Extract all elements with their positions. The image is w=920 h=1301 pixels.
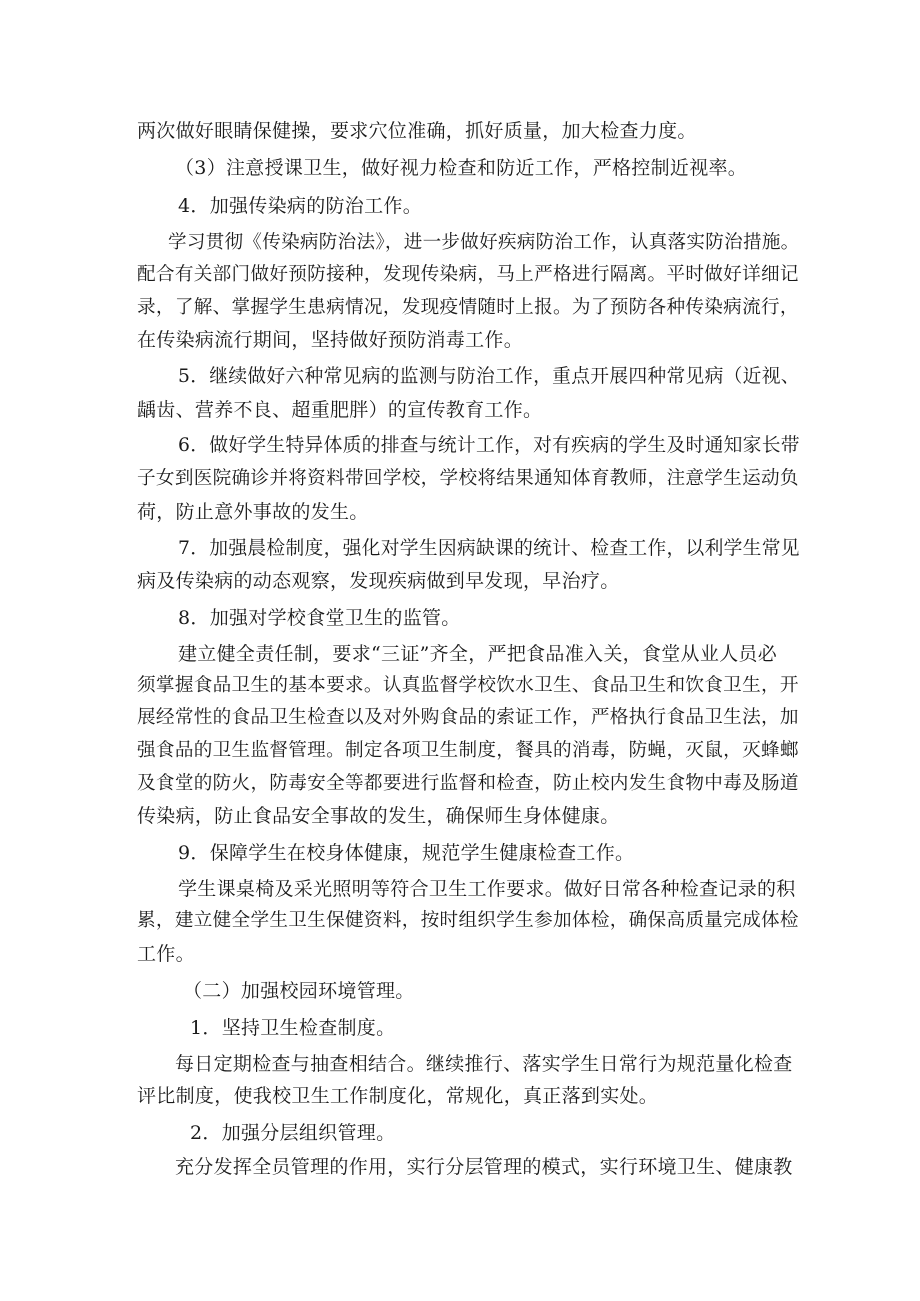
text-line: 充分发挥全员管理的作用，实行分层管理的模式，实行环境卫生、健康教	[175, 1156, 793, 1178]
text-line: 病及传染病的动态观察，发现疾病做到早发现，早治疗。	[137, 570, 620, 592]
text-line: 累，建立健全学生卫生保健资料，按时组织学生参加体检，确保高质量完成体检	[137, 910, 799, 931]
section-heading: 2．加强分层组织管理。	[190, 1122, 396, 1144]
text-line: 须掌握食品卫生的基本要求。认真监督学校饮水卫生、食品卫生和饮食卫生，开	[137, 675, 799, 696]
text-line: 强食品的卫生监督管理。制定各项卫生制度，餐具的消毒，防蝇，灭鼠，灭蜂螂	[137, 740, 799, 761]
text-line: 两次做好眼睛保健操，要求穴位准确，抓好质量，加大检查力度。	[137, 120, 697, 142]
text-line: 评比制度，使我校卫生工作制度化，常规化，真正落到实处。	[137, 1085, 659, 1107]
section-heading: 1．坚持卫生检查制度。	[190, 1017, 396, 1039]
section-heading: 9．保障学生在校身体健康，规范学生健康检查工作。	[178, 842, 635, 864]
text-line: 6．做好学生特异体质的排查与统计工作，对有疾病的学生及时通知家长带	[178, 435, 800, 456]
text-line: 7．加强晨检制度，强化对学生因病缺课的统计、检查工作，以利学生常见	[178, 538, 800, 559]
text-line: 荷，防止意外事故的发生。	[137, 501, 369, 523]
text-line: 学生课桌椅及采光照明等符合卫生工作要求。做好日常各种检查记录的积	[178, 878, 796, 900]
text-line: 录，了解、掌握学生患病情况，发现疫情随时上报。为了预防各种传染病流行，	[137, 297, 799, 318]
section-heading: 4．加强传染病的防治工作。	[178, 195, 422, 217]
text-line: 在传染病流行期间，坚持做好预防消毒工作。	[137, 329, 524, 351]
text-line: 每日定期检查与抽查相结合。继续推行、落实学生日常行为规范量化检查	[175, 1053, 793, 1075]
text-line: 及食堂的防火，防毒安全等都要进行监督和检查，防止校内发生食物中毒及肠道	[137, 773, 799, 794]
text-line: 建立健全责任制，要求“三证”齐全，严把食品准入关，食堂从业人员必	[178, 643, 778, 665]
text-line: 传染病，防止食品安全事故的发生，确保师生身体健康。	[137, 805, 620, 827]
section-heading: （二）加强校园环境管理。	[183, 980, 415, 1002]
text-line: 5．继续做好六种常见病的监测与防治工作，重点开展四种常见病（近视、	[178, 366, 800, 387]
text-line: 学习贯彻《传染病防治法》，进一步做好疾病防治工作，认真落实防治措施。	[168, 232, 800, 253]
text-line: 展经常性的食品卫生检查以及对外购食品的索证工作，严格执行食品卫生法，加	[137, 707, 799, 728]
section-heading: 8．加强对学校食堂卫生的监管。	[178, 607, 461, 629]
text-line: （3）注意授课卫生，做好视力检查和防近工作，严格控制近视率。	[175, 157, 748, 179]
text-line: 子女到医院确诊并将资料带回学校，学校将结果通知体育教师，注意学生运动负	[137, 468, 799, 489]
text-line: 龋齿、营养不良、超重肥胖）的宣传教育工作。	[137, 399, 543, 421]
text-line: 配合有关部门做好预防接种，发现传染病，马上严格进行隔离。平时做好详细记	[137, 264, 799, 285]
text-line: 工作。	[137, 943, 195, 965]
